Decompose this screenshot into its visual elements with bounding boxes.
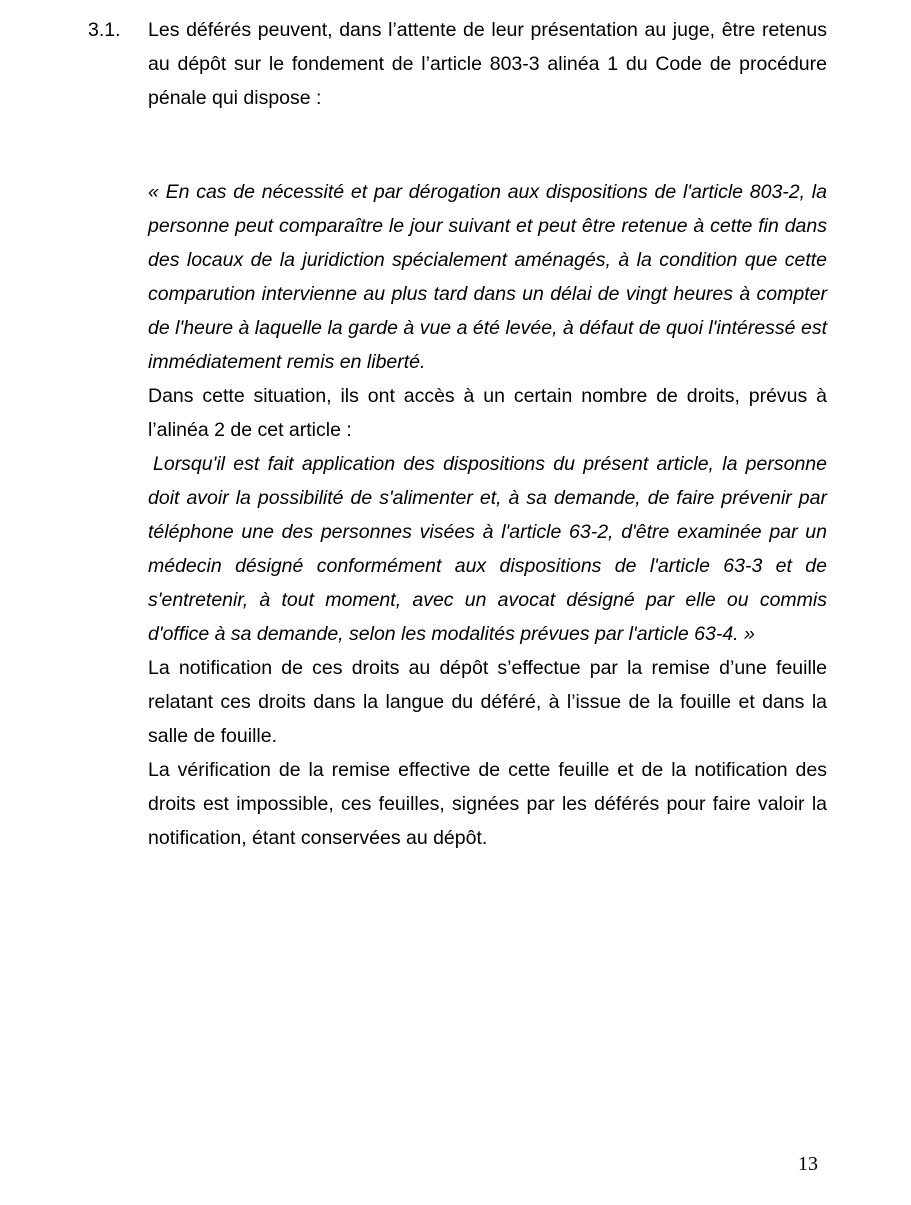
page-number: 13 [798, 1153, 818, 1175]
quote-article-803-3-alinea-1: « En cas de nécessité et par dérogation aux dispositions de l'article 803-2, la personne peut comparaître le jour suivant et peut être retenue à cette fin dans des locaux de la juridiction spécialement aménagés, à la condition que cette comparution intervienne au plus tard dans un délai de vingt heures à compter de l'heure à laquelle la garde à vue a été levée, à défaut de quoi l'intéressé est immédiatement remis en liberté. [148, 181, 827, 373]
paragraph-verification: La vérification de la remise effective de cette feuille et de la notification des droits est impossible, ces feuilles, signées par les déférés pour faire valoir la notification, étant conservées au dépôt. [148, 759, 827, 849]
paragraph-notification: La notification de ces droits au dépôt s’effectue par la remise d’une feuille relatant ces droits dans la langue du déféré, à l’issue de la fouille et dans la salle de fouille. [148, 657, 827, 747]
section-number: 3.1. [88, 19, 121, 41]
section-3-1 [88, 13, 827, 115]
paragraph-rights-intro: Dans cette situation, ils ont accès à un certain nombre de droits, prévus à l’alinéa 2 de cet article : [148, 385, 827, 441]
document-body [88, 13, 827, 855]
quote-article-803-3-alinea-2: Lorsqu'il est fait application des dispositions du présent article, la personne doit avoir la possibilité de s'alimenter et, à sa demande, de faire prévenir par téléphone une des personnes visées à l'article 63-2, d'être examinée par un médecin désigné conformément aux dispositions de l'article 63-3 et de s'entretenir, à tout moment, avec un avocat désigné par elle ou commis d'office à sa demande, selon les modalités prévues par l'article 63-4. » [148, 453, 827, 645]
section-3-1-paragraph: Les déférés peuvent, dans l’attente de leur présentation au juge, être retenus au dépôt sur le fondement de l’article 803-3 alinéa 1 du Code de procédure pénale qui dispose : [148, 19, 827, 109]
